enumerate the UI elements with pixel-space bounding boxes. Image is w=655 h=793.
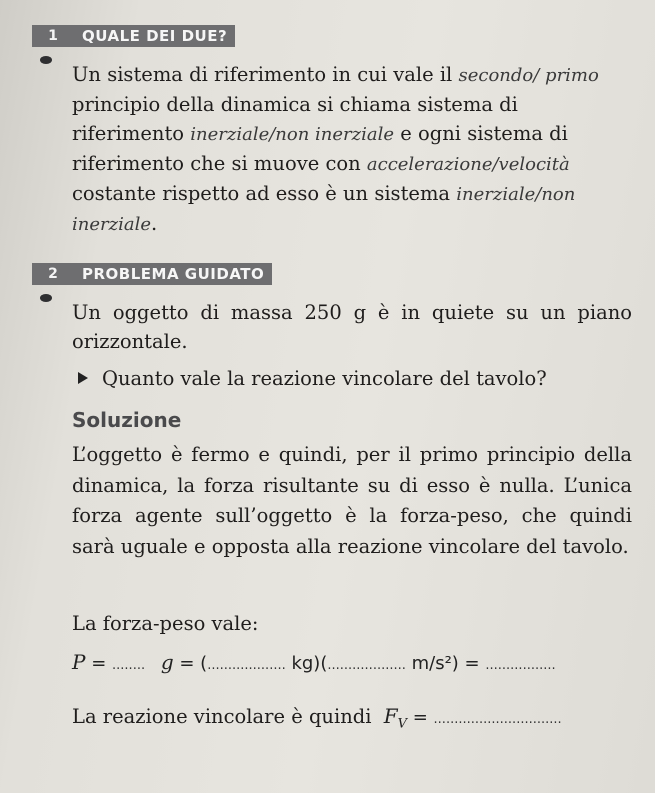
problem-statement: Un oggetto di massa 250 g è in quiete su un piano orizzontale. (72, 301, 632, 353)
exercise-title: QUALE DEI DUE? (74, 25, 235, 47)
weight-intro: La forza-peso vale: (72, 612, 259, 635)
answer-blank[interactable]: ........ (112, 658, 146, 673)
bullet-dot-icon (40, 56, 52, 64)
exercise-1-text: Un sistema di riferimento in cui vale il secondo/ primo principio della dinamica si chiama sistema di riferimento inerziale/non inerziale e ogni sistema di riferimento che si muove con accelerazione/velocità costante rispetto ad esso è un sistema inerziale/non inerziale. (72, 63, 599, 235)
answer-blank[interactable]: ............................... (433, 712, 562, 727)
problem-question: Quanto vale la reazione vincolare del tavolo? (78, 367, 547, 390)
exercise-1-header (32, 25, 235, 47)
answer-blank[interactable]: ................... (207, 658, 286, 673)
arrow-right-icon (78, 372, 88, 384)
solution-heading: Soluzione (72, 408, 182, 432)
answer-blank[interactable]: ................... (327, 658, 406, 673)
choice-option: inerziale/non inerziale (190, 124, 395, 145)
exercise-title: PROBLEMA GUIDATO (74, 263, 272, 285)
solution-paragraph: L’oggetto è fermo e quindi, per il primo principio della dinamica, la forza risultante su di esso è nulla. L’unica forza agente sull’oggetto è la forza-peso, che quindi sarà uguale e opposta alla reazione vincolare del tavolo. (72, 443, 632, 558)
bullet-dot-icon (40, 294, 52, 302)
exercise-number: 1 (32, 25, 74, 47)
choice-option: inerziale/non inerziale (72, 184, 576, 235)
exercise-number: 2 (32, 263, 74, 285)
weight-formula: P = ........ g = (................... kg)(................... m/s²) = ................. (72, 650, 556, 674)
exercise-2-header (32, 263, 272, 285)
choice-option: secondo/ primo (458, 65, 599, 86)
choice-option: accelerazione/velocità (366, 154, 570, 175)
reaction-line: La reazione vincolare è quindi $F_V$ = ............................... (72, 704, 562, 732)
answer-blank[interactable]: ................. (485, 658, 556, 673)
